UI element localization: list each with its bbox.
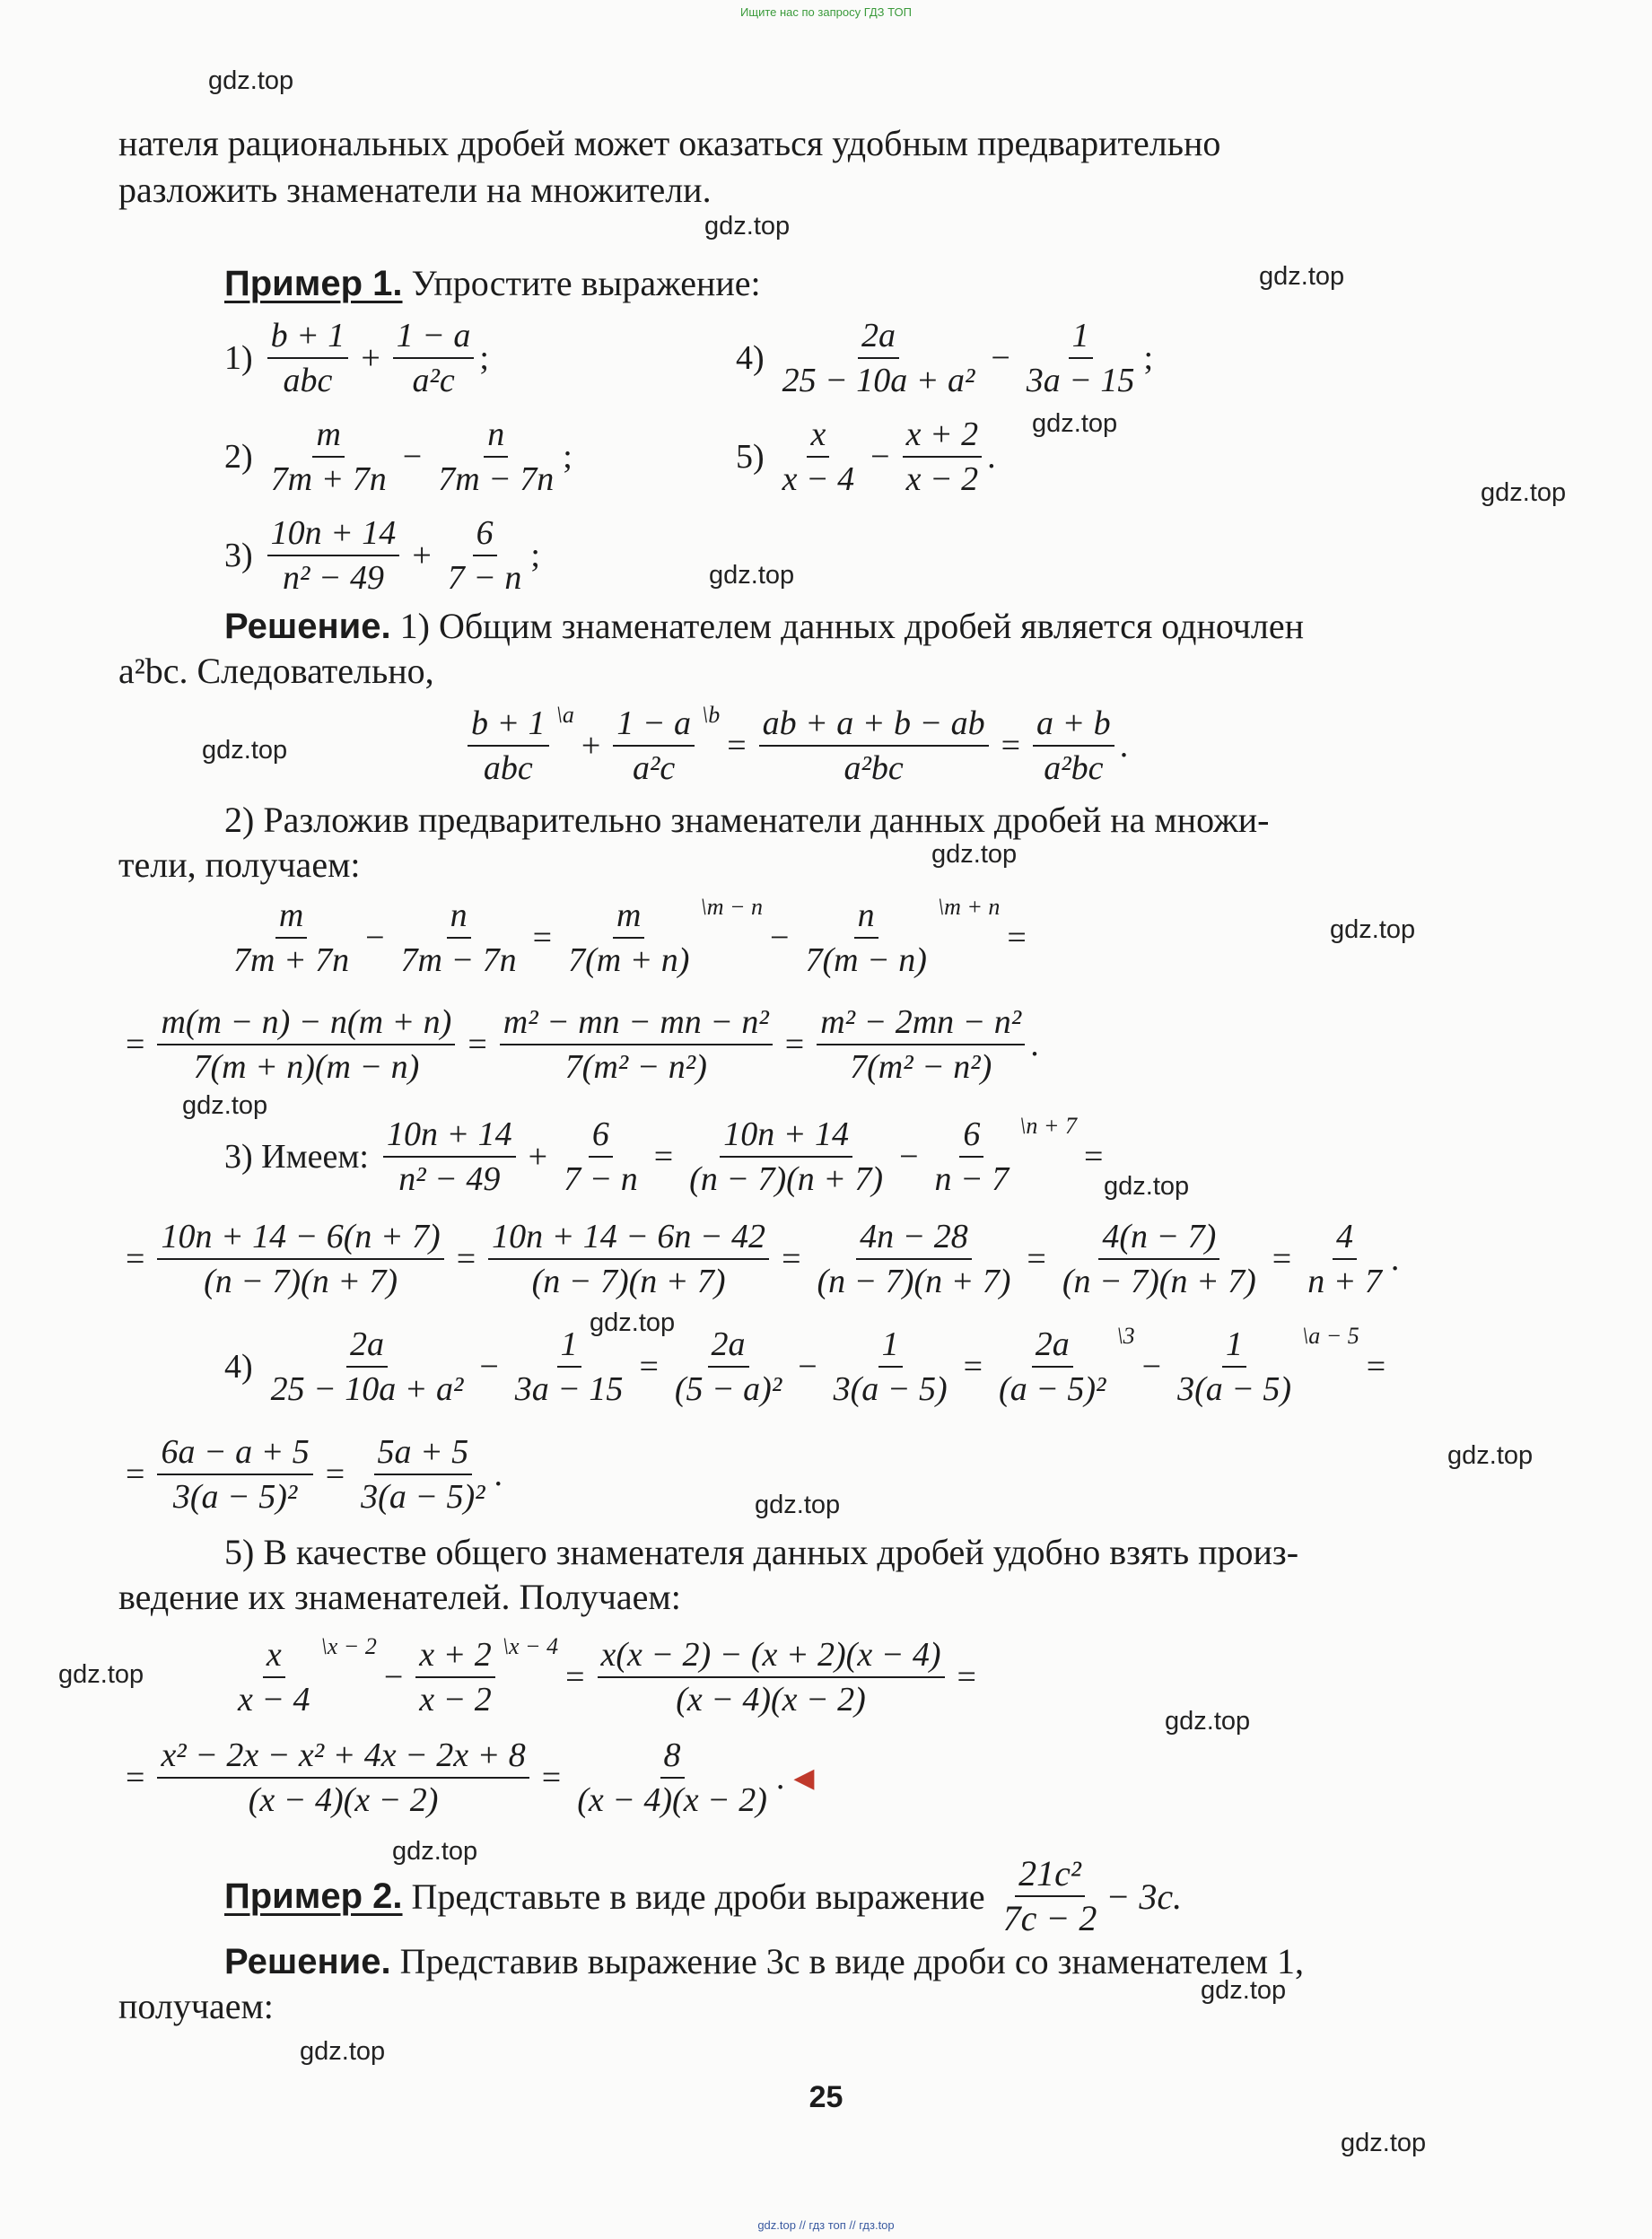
denominator: 7(m + n)(m − n) xyxy=(193,1048,420,1086)
multiplier: \x − 2 xyxy=(320,1633,377,1659)
denominator: a²bc xyxy=(1044,749,1104,787)
denominator: n² − 49 xyxy=(282,559,384,597)
denominator: x − 2 xyxy=(419,1681,492,1719)
numerator: x + 2 xyxy=(415,1633,495,1678)
numerator: x(x − 2) − (x + 2)(x − 4) xyxy=(598,1633,945,1678)
equation-1: $\frac{b + 1}{\text{abc}}$ \a + $\frac{1 - a}{\text{a²c}}$ \b = $\frac{ab + a + b - ab}{\text{a²bc}}$ = $\frac{a + b}{\text{a²bc}}$ . xyxy=(462,702,1128,790)
part-2-text: 2) Разложив предварительно знаменатели данных дробей на множи- xyxy=(224,800,1270,840)
denominator: a²c xyxy=(412,362,455,399)
numerator: 1 xyxy=(1222,1323,1246,1368)
page-number: 25 xyxy=(809,2080,843,2114)
intro-line: разложить знаменатели на множители. xyxy=(118,170,712,210)
denominator: 7m + 7n xyxy=(233,941,350,979)
solution-1-line-2: a²bc. Следовательно, xyxy=(118,651,434,691)
operator: + xyxy=(412,537,432,574)
multiplier: \m + n xyxy=(937,894,1001,920)
denominator: (x − 4)(x − 2) xyxy=(248,1781,439,1819)
watermark: gdz.top xyxy=(300,2037,386,2066)
operator: − xyxy=(402,438,423,476)
watermark: gdz.top xyxy=(182,1091,268,1120)
denominator: 7(m² − n²) xyxy=(850,1048,992,1086)
watermark: gdz.top xyxy=(1341,2129,1427,2157)
punct: ; xyxy=(563,438,573,476)
watermark: gdz.top xyxy=(58,1660,144,1689)
denominator: x − 2 xyxy=(905,460,979,498)
numerator: m² − 2mn − n² xyxy=(817,1001,1025,1045)
example-1-label: Пример 1. xyxy=(224,264,403,303)
numerator: 2a xyxy=(858,314,899,359)
multiplier: \3 xyxy=(1116,1323,1135,1349)
expression-tail: − 3c. xyxy=(1106,1876,1183,1917)
equation-2b: = $\frac{m(m - n) - n(m + n)}{7(m + n)(m - n)}$ = $\frac{\text{m² − mn − mn − n²}}{\text{7(m² − n²)}}$ = $\frac{\text{m² − 2mn − n²}}{\text{7(m² − n²)}}$ . xyxy=(118,1001,1039,1089)
example-2-label: Пример 2. xyxy=(224,1876,403,1916)
watermark: gdz.top xyxy=(202,736,288,765)
end-marker-icon: ◀ xyxy=(793,1762,815,1793)
numerator: 10n + 14 xyxy=(383,1113,516,1158)
watermark: gdz.top xyxy=(392,1837,478,1866)
watermark: gdz.top xyxy=(1330,915,1416,944)
numerator: m(m − n) − n(m + n) xyxy=(157,1001,455,1045)
multiplier: \x − 4 xyxy=(502,1633,559,1659)
denominator: 25 − 10a + a² xyxy=(782,362,975,399)
punct: . xyxy=(987,438,996,476)
part-2-text: тели, получаем: xyxy=(118,844,361,885)
numerator: m xyxy=(613,894,644,939)
denominator: 3(a − 5) xyxy=(1177,1370,1292,1408)
numerator: 4 xyxy=(1333,1215,1357,1260)
watermark: gdz.top xyxy=(1032,409,1118,438)
denominator: (x − 4)(x − 2) xyxy=(577,1781,767,1819)
numerator: 1 xyxy=(878,1323,903,1368)
solution-2-line-2: получаем: xyxy=(118,1986,274,2026)
numerator: 6 xyxy=(959,1113,983,1158)
denominator: 7(m − n) xyxy=(805,941,927,979)
numerator: a + b xyxy=(1033,702,1114,747)
watermark: gdz.top xyxy=(704,212,791,241)
task-number: 2) xyxy=(224,438,253,476)
numerator: n xyxy=(854,894,878,939)
task-5 xyxy=(736,413,996,501)
solution-label: Решение. xyxy=(224,1942,391,1981)
task-4 xyxy=(736,314,1153,402)
operator: − xyxy=(870,438,890,476)
equation-5a: $\frac{x}{x - 4}$ \x − 2 − $\frac{x + 2}{x - 2}$ \x − 4 = $\frac{x(x - 2) - (x + 2)(x - 4)}{(x - 4)(x - 2)}$ = xyxy=(229,1633,983,1721)
watermark: gdz.top xyxy=(1104,1172,1190,1201)
denominator: (n − 7)(n + 7) xyxy=(204,1263,398,1300)
intro-line: нателя рациональных дробей может оказаться удобным предварительно xyxy=(118,123,1221,163)
solution-text: 1) Общим знаменателем данных дробей является одночлен xyxy=(390,606,1305,646)
numerator: 10n + 14 − 6n − 42 xyxy=(488,1215,769,1260)
watermark: gdz.top xyxy=(1447,1441,1534,1470)
denominator: a²bc xyxy=(843,749,904,787)
denominator: (n − 7)(n + 7) xyxy=(689,1160,884,1198)
task-number: 5) xyxy=(736,438,765,476)
watermark: gdz.top xyxy=(1201,1976,1287,2005)
solution-text: Представив выражение 3c в виде дроби со знаменателем 1, xyxy=(390,1941,1305,1981)
task-2 xyxy=(224,413,573,501)
denominator: 3a − 15 xyxy=(1026,362,1135,399)
task-3 xyxy=(224,512,540,599)
solution-label: Решение. xyxy=(224,607,391,646)
denominator: 7m − 7n xyxy=(400,941,517,979)
denominator: abc xyxy=(283,362,333,399)
bottom-banner: gdz.top // гдз топ // гдз.top xyxy=(757,2218,895,2232)
numerator: m² − mn − mn − n² xyxy=(500,1001,773,1045)
numerator: b + 1 xyxy=(267,314,349,359)
multiplier: \b xyxy=(701,702,721,728)
multiplier: \a − 5 xyxy=(1302,1323,1359,1349)
part-label: 4) xyxy=(224,1348,253,1386)
numerator: m xyxy=(312,413,344,458)
top-banner: Ищите нас по запросу ГДЗ ТОП xyxy=(740,5,912,19)
numerator: 6 xyxy=(473,512,497,556)
task-1 xyxy=(224,314,489,402)
numerator: 2a xyxy=(346,1323,388,1368)
multiplier: \n + 7 xyxy=(1019,1113,1077,1139)
numerator: 1 − a xyxy=(393,314,475,359)
numerator: n xyxy=(484,413,508,458)
punct: ; xyxy=(530,537,540,574)
denominator: (n − 7)(n + 7) xyxy=(531,1263,726,1300)
numerator: 4(n − 7) xyxy=(1098,1215,1219,1260)
denominator: 7 − n xyxy=(564,1160,638,1198)
numerator: 2a xyxy=(708,1323,749,1368)
equation-2a: $\frac{m}{7m + 7n}$ − $\frac{n}{7m - 7n}$ = $\frac{m}{7(m + n)}$ \m − n − $\frac{n}{7(m - n)}$ \m + n = xyxy=(224,894,1034,982)
denominator: 3(a − 5)² xyxy=(172,1478,298,1516)
numerator: x² − 2x − x² + 4x − 2x + 8 xyxy=(157,1734,529,1779)
equation-3b: = $\frac{10n + 14 - 6(n + 7)}{(n - 7)(n + 7)}$ = $\frac{10n + 14 - 6n - 42}{(n - 7)(n + 7)}$ = $\frac{4n - 28}{(n - 7)(n + 7)}$ = $\frac{4(n - 7)}{(n - 7)(n + 7)}$ = $\frac{4}{n + 7}$ . xyxy=(118,1215,1399,1303)
task-number: 4) xyxy=(736,339,765,377)
denominator: 7 − n xyxy=(447,559,522,597)
denominator: abc xyxy=(483,749,533,787)
numerator: 21c² xyxy=(1015,1852,1085,1897)
task-number: 1) xyxy=(224,339,253,377)
numerator: 1 xyxy=(1069,314,1093,359)
denominator: n² − 49 xyxy=(398,1160,501,1198)
watermark: gdz.top xyxy=(755,1491,841,1519)
denominator: a²c xyxy=(633,749,676,787)
part-5-text: 5) В качестве общего знаменателя данных дробей удобно взять произ- xyxy=(224,1532,1299,1572)
denominator: 3(a − 5) xyxy=(833,1370,948,1408)
denominator: (5 − a)² xyxy=(674,1370,782,1408)
denominator: n − 7 xyxy=(934,1160,1010,1198)
numerator: 1 − a xyxy=(613,702,695,747)
denominator: 25 − 10a + a² xyxy=(270,1370,464,1408)
denominator: (n − 7)(n + 7) xyxy=(1062,1263,1256,1300)
numerator: 4n − 28 xyxy=(856,1215,972,1260)
punct: ; xyxy=(1143,339,1153,377)
example-1-text: Упростите выражение: xyxy=(402,263,761,303)
numerator: 1 xyxy=(557,1323,581,1368)
numerator: n xyxy=(447,894,471,939)
equation-3a: 3) Имеем: $\frac{10n + 14}{\text{n² − 49}}$ + $\frac{6}{7 - n}$ = $\frac{10n + 14}{(n - 7)(n + 7)}$ − $\frac{6}{n - 7}$ \n + 7 = xyxy=(224,1113,1110,1201)
watermark: gdz.top xyxy=(1259,262,1345,291)
numerator: x + 2 xyxy=(903,413,983,458)
denominator: 7c − 2 xyxy=(1002,1898,1097,1938)
numerator: 10n + 14 xyxy=(720,1113,852,1158)
watermark: gdz.top xyxy=(1481,478,1567,507)
denominator: 3(a − 5)² xyxy=(361,1478,485,1516)
example-2 xyxy=(224,1852,1182,1940)
numerator: 2a xyxy=(1032,1323,1073,1368)
denominator: 7(m² − n²) xyxy=(564,1048,707,1086)
task-number: 3) xyxy=(224,537,253,574)
denominator: 7m − 7n xyxy=(438,460,555,498)
numerator: b + 1 xyxy=(468,702,549,747)
equation-5b: = $\frac{\text{x² − 2x − x² + 4x − 2x + 8}}{(x - 4)(x - 2)}$ = $\frac{8}{(x - 4)(x - 2)}$ . ◀ xyxy=(118,1734,814,1822)
numerator: 8 xyxy=(660,1734,685,1779)
operator: − xyxy=(991,339,1010,377)
numerator: ab + a + b − ab xyxy=(759,702,989,747)
solution-1-line xyxy=(224,603,1304,650)
denominator: (x − 4)(x − 2) xyxy=(676,1681,866,1719)
equation-4b: = $\frac{6a - a + 5}{\text{3(a − 5)²}}$ = $\frac{5a + 5}{\text{3(a − 5)²}}$ . xyxy=(118,1430,503,1518)
part-5-text: ведение их знаменателей. Получаем: xyxy=(118,1577,681,1617)
part-label: 3) Имеем: xyxy=(224,1138,369,1176)
numerator: 6a − a + 5 xyxy=(157,1430,312,1475)
example-2-text: Представьте в виде дроби выражение xyxy=(402,1876,985,1917)
numerator: x xyxy=(807,413,829,458)
denominator: (n − 7)(n + 7) xyxy=(817,1263,1011,1300)
watermark: gdz.top xyxy=(709,561,795,590)
solution-2-line xyxy=(224,1938,1304,1985)
numerator: 5a + 5 xyxy=(374,1430,473,1475)
denominator: 7m + 7n xyxy=(270,460,387,498)
numerator: 10n + 14 xyxy=(267,512,400,556)
denominator: x − 4 xyxy=(782,460,855,498)
watermark: gdz.top xyxy=(590,1308,676,1337)
denominator: (a − 5)² xyxy=(999,1370,1106,1408)
multiplier: \m − n xyxy=(700,894,764,920)
denominator: n + 7 xyxy=(1307,1263,1382,1300)
punct: ; xyxy=(479,339,489,377)
equation-4a: 4) $\frac{2a}{\text{25 − 10a + a²}}$ − $\frac{1}{3a - 15}$ = $\frac{2a}{\text{(5 − a)²}}$ − $\frac{1}{3(a - 5)}$ = $\frac{2a}{\text{(a − 5)²}}$ \3 − $\frac{1}{3(a - 5)}$ \a − 5 = xyxy=(224,1323,1393,1411)
multiplier: \a xyxy=(555,702,574,728)
operator: + xyxy=(361,339,380,377)
numerator: 10n + 14 − 6(n + 7) xyxy=(157,1215,443,1260)
denominator: 3a − 15 xyxy=(514,1370,624,1408)
watermark: gdz.top xyxy=(1165,1707,1251,1736)
denominator: x − 4 xyxy=(238,1681,310,1719)
denominator: 7(m + n) xyxy=(568,941,690,979)
numerator: m xyxy=(275,894,307,939)
watermark: gdz.top xyxy=(208,66,294,95)
watermark: gdz.top xyxy=(931,840,1018,869)
numerator: x xyxy=(263,1633,285,1678)
numerator: 6 xyxy=(589,1113,613,1158)
example-1-heading xyxy=(224,260,761,307)
